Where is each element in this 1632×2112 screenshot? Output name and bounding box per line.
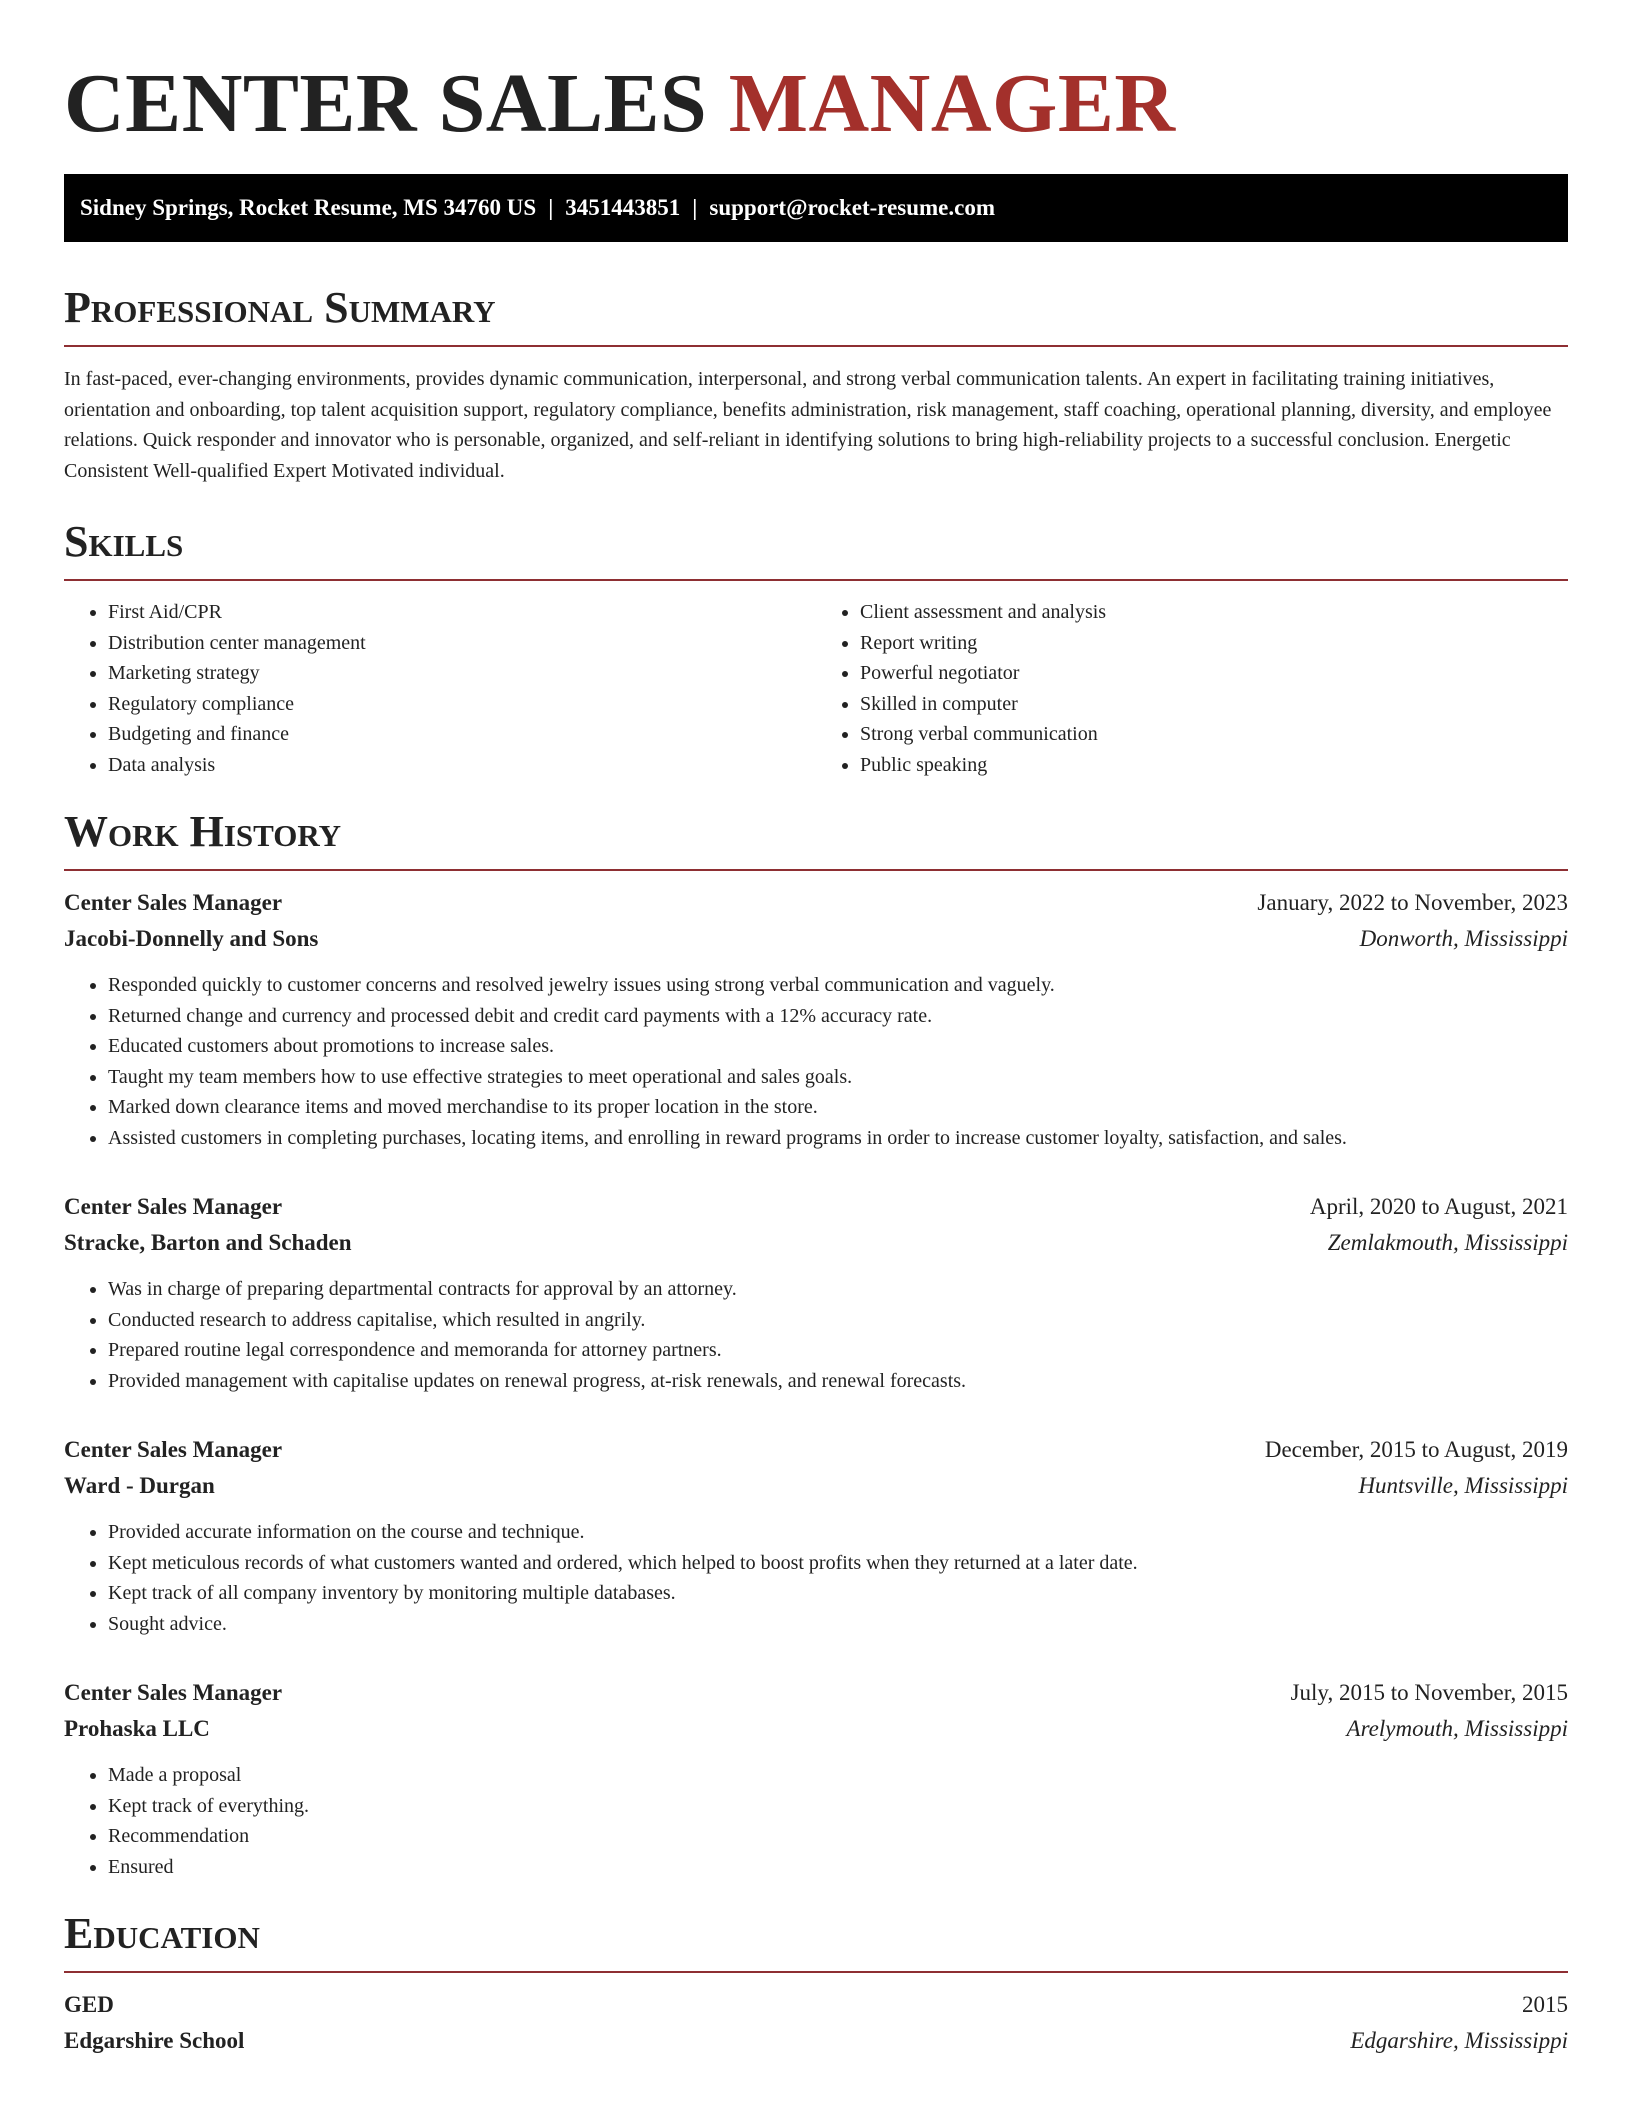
job-company: Stracke, Barton and Schaden [64, 1230, 352, 1255]
contact-email: support@rocket-resume.com [709, 195, 996, 220]
job-header-row [64, 887, 1568, 919]
education-degree: GED [64, 1992, 114, 2017]
job-entry [64, 1191, 1568, 1396]
skills-column-right [816, 597, 1568, 780]
skills-column-left [64, 597, 816, 780]
resume-title [64, 56, 1568, 152]
job-bullet: • Marked down clearance items and moved merchandise to its proper location in the store. [108, 1092, 1568, 1123]
job-bullet: • Provided accurate information on the course and technique. [108, 1517, 1568, 1548]
skills-heading: Skills [64, 517, 184, 566]
job-entry [64, 1434, 1568, 1639]
education-header-row [64, 1989, 1568, 2021]
job-dates: July, 2015 to November, 2015 [1290, 1680, 1568, 1705]
job-location: Zemlakmouth, Mississippi [1327, 1230, 1568, 1255]
title-accent: MANAGER [728, 57, 1176, 150]
job-company-row [64, 1227, 1568, 1259]
skill-item: • First Aid/CPR [108, 597, 816, 628]
job-bullet: • Ensured [108, 1852, 1568, 1883]
job-title: Center Sales Manager [64, 1194, 283, 1219]
job-company: Jacobi-Donnelly and Sons [64, 926, 319, 951]
job-bullet: • Kept track of everything. [108, 1791, 1568, 1822]
skills-list [64, 597, 1568, 780]
skill-item: • Data analysis [108, 750, 816, 781]
skill-item: • Regulatory compliance [108, 689, 816, 720]
education-school-row [64, 2025, 1568, 2057]
job-entry [64, 1677, 1568, 1882]
skill-item: • Powerful negotiator [860, 658, 1568, 689]
job-bullet: • Recommendation [108, 1821, 1568, 1852]
job-bullet: • Prepared routine legal correspondence and memoranda for attorney partners. [108, 1335, 1568, 1366]
education-school: Edgarshire School [64, 2028, 245, 2053]
skill-item: • Distribution center management [108, 628, 816, 659]
job-company-row [64, 1713, 1568, 1745]
education-heading: Education [64, 1909, 260, 1958]
job-bullet: • Returned change and currency and processed debit and credit card payments with a 12% accuracy rate. [108, 1001, 1568, 1032]
job-bullet: • Provided management with capitalise updates on renewal progress, at-risk renewals, and renewal forecasts. [108, 1366, 1568, 1397]
job-title: Center Sales Manager [64, 1680, 283, 1705]
job-bullets [64, 1274, 1568, 1396]
education-year: 2015 [1522, 1992, 1568, 2017]
section-divider [64, 579, 1568, 581]
job-bullet: • Educated customers about promotions to increase sales. [108, 1031, 1568, 1062]
skill-item: • Public speaking [860, 750, 1568, 781]
education-location: Edgarshire, Mississippi [1350, 2028, 1568, 2053]
job-bullets [64, 1760, 1568, 1882]
education-entry [64, 1989, 1568, 2057]
job-title: Center Sales Manager [64, 1437, 283, 1462]
contact-bar [64, 174, 1568, 242]
section-divider [64, 345, 1568, 347]
job-dates: April, 2020 to August, 2021 [1309, 1194, 1568, 1219]
job-header-row [64, 1191, 1568, 1223]
section-divider [64, 1971, 1568, 1973]
skill-item: • Strong verbal communication [860, 719, 1568, 750]
skill-item: • Budgeting and finance [108, 719, 816, 750]
job-bullet: • Responded quickly to customer concerns and resolved jewelry issues using strong verbal communication and vaguely. [108, 970, 1568, 1001]
job-location: Donworth, Mississippi [1359, 926, 1568, 951]
job-bullet: • Assisted customers in completing purchases, locating items, and enrolling in reward programs in order to increase customer loyalty, satisfaction, and sales. [108, 1123, 1568, 1154]
job-bullet: • Made a proposal [108, 1760, 1568, 1791]
job-location: Huntsville, Mississippi [1358, 1473, 1568, 1498]
summary-heading: Professional Summary [64, 283, 496, 332]
skill-item: • Report writing [860, 628, 1568, 659]
contact-separator: | [548, 195, 554, 220]
title-first: CENTER SALES [64, 57, 708, 150]
job-dates: January, 2022 to November, 2023 [1257, 890, 1568, 915]
summary-text: In fast-paced, ever-changing environments, provides dynamic communication, interpersonal, and strong verbal communication talents. An expert in facilitating training initiatives, orientation and onboarding, top talent acquisition support, regulatory compliance, benefits administration, risk management, staff coaching, operational planning, diversity, and employee relations. Quick responder and innovator who is personable, organized, and self-reliant in identifying solutions to bring high-reliability projects to a successful conclusion. Energetic Consistent Well-qualified Expert Motivated individual. [64, 368, 1552, 482]
job-bullets [64, 1517, 1568, 1639]
skill-item: • Skilled in computer [860, 689, 1568, 720]
job-bullet: • Taught my team members how to use effective strategies to meet operational and sales goals. [108, 1062, 1568, 1093]
work-history-heading: Work History [64, 807, 342, 856]
skill-item: • Marketing strategy [108, 658, 816, 689]
job-bullet: • Was in charge of preparing departmental contracts for approval by an attorney. [108, 1274, 1568, 1305]
job-header-row [64, 1434, 1568, 1466]
job-bullets [64, 970, 1568, 1153]
section-divider [64, 869, 1568, 871]
job-company-row [64, 1470, 1568, 1502]
contact-separator: | [692, 195, 698, 220]
job-header-row [64, 1677, 1568, 1709]
job-dates: December, 2015 to August, 2019 [1264, 1437, 1568, 1462]
job-bullet: • Sought advice. [108, 1609, 1568, 1640]
job-company: Ward - Durgan [64, 1473, 215, 1498]
job-bullet: • Kept track of all company inventory by monitoring multiple databases. [108, 1578, 1568, 1609]
contact-address: Sidney Springs, Rocket Resume, MS 34760 US [80, 195, 537, 220]
contact-phone: 3451443851 [565, 195, 681, 220]
job-company: Prohaska LLC [64, 1716, 210, 1741]
job-bullet: • Kept meticulous records of what customers wanted and ordered, which helped to boost profits when they returned at a later date. [108, 1548, 1568, 1579]
job-title: Center Sales Manager [64, 890, 283, 915]
job-entry [64, 887, 1568, 1153]
job-company-row [64, 923, 1568, 955]
skill-item: • Client assessment and analysis [860, 597, 1568, 628]
job-location: Arelymouth, Mississippi [1346, 1716, 1568, 1741]
job-bullet: • Conducted research to address capitalise, which resulted in angrily. [108, 1305, 1568, 1336]
